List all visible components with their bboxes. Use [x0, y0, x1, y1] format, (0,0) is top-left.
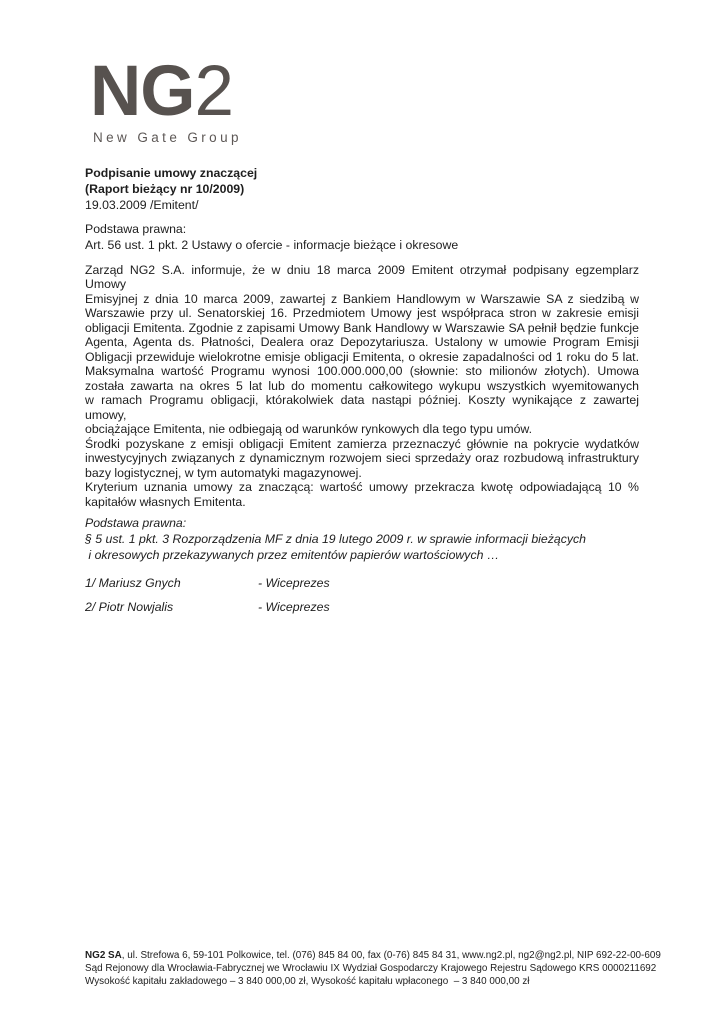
report-title: Podpisanie umowy znaczącej — [85, 166, 258, 180]
report-content — [85, 166, 639, 624]
body-line: Emisyjnej z dnia 10 marca 2009, zawartej z Bankiem Handlowym w Warszawie SA z siedzibą w — [85, 291, 639, 306]
legal-basis-top-text: Art. 56 ust. 1 pkt. 2 Ustawy o ofercie - informacje bieżące i okresowe — [85, 238, 459, 253]
legal-basis-bottom-line: i okresowych przekazywanych przez emitentów papierów wartościowych … — [85, 548, 500, 563]
body-line: Warszawie przy ul. Senatorskiej 16. Przedmiotem Umowy jest współpraca stron w zakresie emisji — [85, 306, 639, 321]
footer-company-name: NG2 SA — [85, 950, 122, 961]
body-line: obciążające Emitenta, nie odbiegają od warunków rynkowych dla tego typu umów. — [85, 422, 533, 437]
body-line: Obligacji przewiduje wielokrotne emisje obligacji Emitenta, o okresie zapadalności od 1 roku do 5 lat. — [85, 349, 639, 364]
legal-basis-top — [85, 222, 639, 254]
legal-basis-bottom-line: § 5 ust. 1 pkt. 3 Rozporządzenia MF z dnia 19 lutego 2009 r. w sprawie informacji bieżących — [85, 532, 587, 547]
ng2-logo — [90, 52, 242, 145]
footer-capital-line: Wysokość kapitału zakładowego – 3 840 000,00 zł, Wysokość kapitału wpłaconego – 3 840 000,00 zł — [85, 976, 530, 988]
report-title-block — [85, 166, 639, 213]
body-line: Kryterium uznania umowy za znaczącą: wartość umowy przekracza kwotę odpowiadającą 10 % — [85, 480, 639, 495]
logo-ng-text: NG — [90, 52, 195, 131]
footer-address-rest: , ul. Strefowa 6, 59-101 Polkowice, tel. (076) 845 84 00, fax (0-76) 845 84 31, www.ng2.pl, ng2@ng2.pl, NIP 692-22-00-609 — [121, 950, 661, 961]
footer-address-line — [85, 949, 665, 962]
signatory-role: - Wiceprezes — [258, 575, 330, 590]
signatory-role: - Wiceprezes — [258, 599, 330, 614]
signatures-block — [85, 576, 639, 615]
paragraph — [85, 263, 639, 437]
body-line: obligacji Emitenta. Zgodnie z zapisami Umowy Bank Handlowy w Warszawie SA pełnił będzie funkcje — [85, 320, 639, 335]
legal-basis-bottom-text — [85, 532, 639, 564]
legal-basis-bottom — [85, 516, 639, 563]
legal-basis-bottom-label: Podstawa prawna: — [85, 516, 187, 531]
body-line: inwestycyjnych związanych z dynamicznym rozwojem sieci sprzedaży oraz rozbudową infrastruktury — [85, 451, 639, 466]
paragraph — [85, 480, 639, 509]
report-date: 19.03.2009 /Emitent/ — [85, 197, 199, 212]
logo-2-text: 2 — [194, 52, 233, 131]
body-line: została zawarta na okres 5 lat lub do momentu całkowitego wykupu wszystkich wyemitowanych — [85, 378, 639, 393]
report-number: (Raport bieżący nr 10/2009) — [85, 181, 245, 196]
body-line: kapitałów własnych Emitenta. — [85, 494, 246, 509]
logo-subtitle: New Gate Group — [93, 130, 242, 145]
footer-registry-line: Sąd Rejonowy dla Wrocławia-Fabrycznej we Wrocławiu IX Wydział Gospodarczy Krajowego Rejestru Sądowego KRS 0000211692 — [85, 963, 657, 975]
report-body — [85, 263, 639, 510]
logo-wordmark — [90, 52, 242, 131]
body-line: Zarząd NG2 S.A. informuje, że w dniu 18 marca 2009 Emitent otrzymał podpisany egzemplarz Umowy — [85, 262, 639, 292]
body-line: w ramach Programu obligacji, którakolwiek data nastąpi później. Koszty wynikające z zawartej umowy, — [85, 393, 639, 422]
paragraph — [85, 437, 639, 481]
body-line: bazy logistycznej, w tym automatyki magazynowej. — [85, 465, 362, 480]
body-line: Maksymalna wartość Programu wynosi 100.000.000,00 (słownie: sto milionów złotych). Umowa — [85, 364, 639, 379]
signature-row — [85, 600, 639, 615]
body-line: Środki pozyskane z emisji obligacji Emitent zamierza przeznaczyć głównie na pokrycie wydatków — [85, 436, 639, 451]
signature-row — [85, 576, 639, 591]
body-line: Agenta, Agenta ds. Płatności, Dealera oraz Depozytariusza. Ustalony w umowie Program Emisji — [85, 335, 639, 350]
signatory-name: 1/ Mariusz Gnych — [85, 575, 181, 590]
signatory-name: 2/ Piotr Nowjalis — [85, 599, 174, 614]
page-footer — [85, 949, 665, 988]
legal-basis-top-label: Podstawa prawna: — [85, 222, 187, 237]
